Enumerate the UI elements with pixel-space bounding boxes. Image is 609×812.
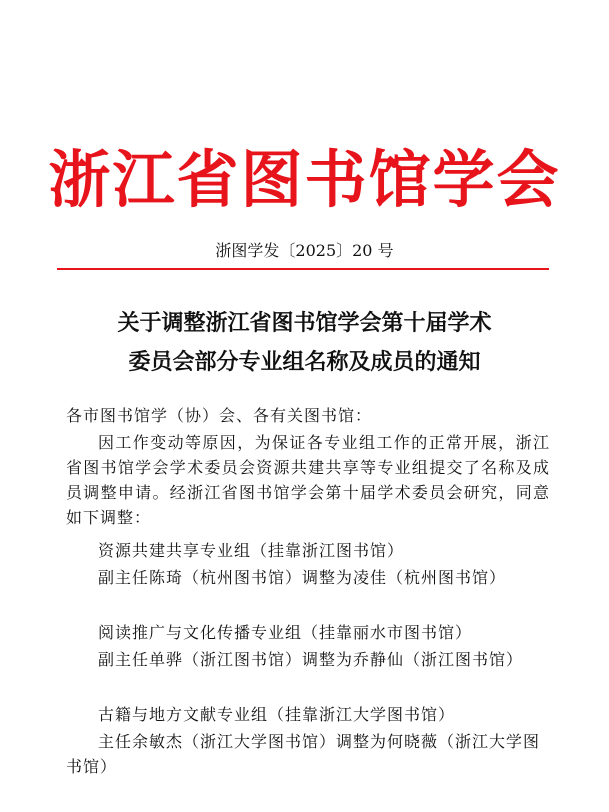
notice-title-line-2: 委员会部分专业组名称及成员的通知 — [128, 349, 481, 375]
group-change-reading-promotion: 副主任单骅（浙江图书馆）调整为乔静仙（浙江图书馆） — [98, 650, 524, 669]
organization-name-header: 浙江省图书馆学会 — [48, 143, 561, 216]
group-name-resource-sharing: 资源共建共享专业组（挂靠浙江图书馆） — [98, 541, 405, 560]
group-change-ancient-books: 主任余敏杰（浙江大学图书馆）调整为何晓薇（浙江大学图书馆） — [66, 732, 541, 776]
group-change-resource-sharing: 副主任陈琦（杭州图书馆）调整为凌佳（杭州图书馆） — [98, 568, 507, 587]
salutation: 各市图书馆学（协）会、各有关图书馆： — [66, 406, 373, 425]
intro-paragraph: 因工作变动等原因，为保证各专业组工作的正常开展，浙江省图书馆学会学术委员会资源共建共享等专业组提交了名称及成员调整申请。经浙江省图书馆学会第十届学术委员会研究，同意如下调整： — [66, 433, 550, 527]
document-number: 浙图学发〔2025〕20 号 — [215, 241, 394, 260]
notice-title-line-1: 关于调整浙江省图书馆学会第十届学术 — [117, 310, 492, 336]
group-name-ancient-books: 古籍与地方文献专业组（挂靠浙江大学图书馆） — [98, 705, 456, 724]
group-name-reading-promotion: 阅读推广与文化传播专业组（挂靠丽水市图书馆） — [98, 623, 473, 642]
red-divider-line — [57, 268, 549, 270]
